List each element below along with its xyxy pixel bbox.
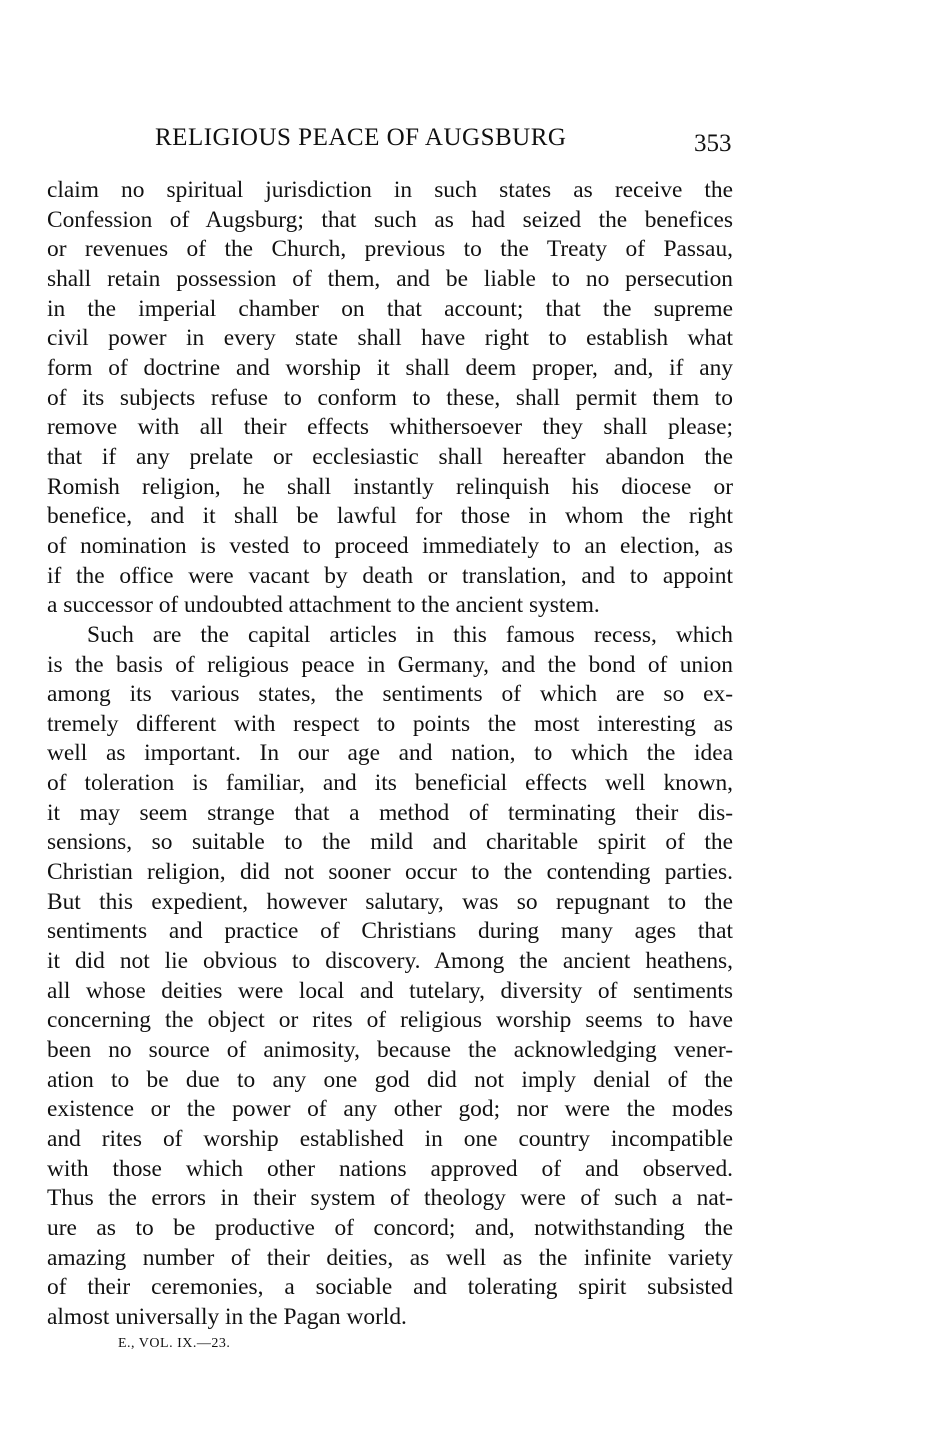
text-line: ation to be due to any one god did not imply denial of the bbox=[47, 1066, 733, 1093]
text-line: existence or the power of any other god; nor were the modes bbox=[47, 1096, 733, 1123]
text-line: of their ceremonies, a sociable and tolerating spirit subsisted bbox=[47, 1274, 733, 1301]
running-header: RELIGIOUS PEACE OF AUGSBURG bbox=[155, 124, 567, 151]
text-line: Such are the capital articles in this famous recess, which bbox=[87, 621, 733, 648]
text-line: it did not lie obvious to discovery. Among the ancient heathens, bbox=[47, 948, 733, 975]
text-line: been no source of animosity, because the acknowledging vener- bbox=[47, 1037, 733, 1064]
text-line: amazing number of their deities, as well as the infinite variety bbox=[47, 1244, 733, 1271]
text-line: claim no spiritual jurisdiction in such states as receive the bbox=[47, 177, 733, 203]
text-line: it may seem strange that a method of terminating their dis- bbox=[47, 799, 733, 826]
text-line: a successor of undoubted attachment to the ancient system. bbox=[47, 592, 600, 619]
text-line: tremely different with respect to points the most interesting as bbox=[47, 710, 733, 737]
text-line: form of doctrine and worship it shall deem proper, and, if any bbox=[47, 354, 733, 381]
text-line: among its various states, the sentiments of which are so ex- bbox=[47, 681, 733, 708]
text-line: or revenues of the Church, previous to the Treaty of Passau, bbox=[47, 236, 733, 263]
page-number: 353 bbox=[694, 130, 732, 157]
text-line: all whose deities were local and tutelary, diversity of sentiments bbox=[47, 977, 733, 1004]
text-line: ure as to be productive of concord; and, notwithstanding the bbox=[47, 1214, 733, 1241]
text-line: benefice, and it shall be lawful for those in whom the right bbox=[47, 503, 733, 530]
footer-signature: E., VOL. IX.—23. bbox=[118, 1336, 231, 1351]
text-line: sensions, so suitable to the mild and charitable spirit of the bbox=[47, 829, 733, 856]
text-line: with those which other nations approved of and observed. bbox=[47, 1155, 733, 1182]
text-line: Romish religion, he shall instantly relinquish his diocese or bbox=[47, 473, 733, 500]
text-line: concerning the object or rites of religious worship seems to have bbox=[47, 1007, 733, 1034]
text-line: Christian religion, did not sooner occur to the contending parties. bbox=[47, 859, 733, 886]
text-line: is the basis of religious peace in Germany, and the bond of union bbox=[47, 651, 733, 678]
text-line: civil power in every state shall have right to establish what bbox=[47, 325, 733, 352]
text-line: But this expedient, however salutary, was so repugnant to the bbox=[47, 888, 733, 915]
text-line: if the office were vacant by death or translation, and to appoint bbox=[47, 562, 733, 589]
text-line: Thus the errors in their system of theology were of such a nat- bbox=[47, 1185, 733, 1212]
text-line: of its subjects refuse to conform to these, shall permit them to bbox=[47, 384, 733, 411]
body-text bbox=[47, 176, 733, 1333]
text-line: in the imperial chamber on that account; that the supreme bbox=[47, 295, 733, 322]
text-line: sentiments and practice of Christians during many ages that bbox=[47, 918, 733, 945]
text-line: Confession of Augsburg; that such as had seized the benefices bbox=[47, 206, 733, 233]
text-line: almost universally in the Pagan world. bbox=[47, 1303, 407, 1330]
text-line: remove with all their effects whithersoever they shall please; bbox=[47, 414, 733, 441]
text-line: of nomination is vested to proceed immediately to an election, as bbox=[47, 532, 733, 559]
text-line: well as important. In our age and nation, to which the idea bbox=[47, 740, 733, 767]
text-line: of toleration is familiar, and its beneficial effects well known, bbox=[47, 770, 733, 797]
text-line: and rites of worship established in one country incompatible bbox=[47, 1126, 733, 1152]
text-line: shall retain possession of them, and be liable to no persecution bbox=[47, 265, 733, 292]
text-line: that if any prelate or ecclesiastic shall hereafter abandon the bbox=[47, 443, 733, 470]
